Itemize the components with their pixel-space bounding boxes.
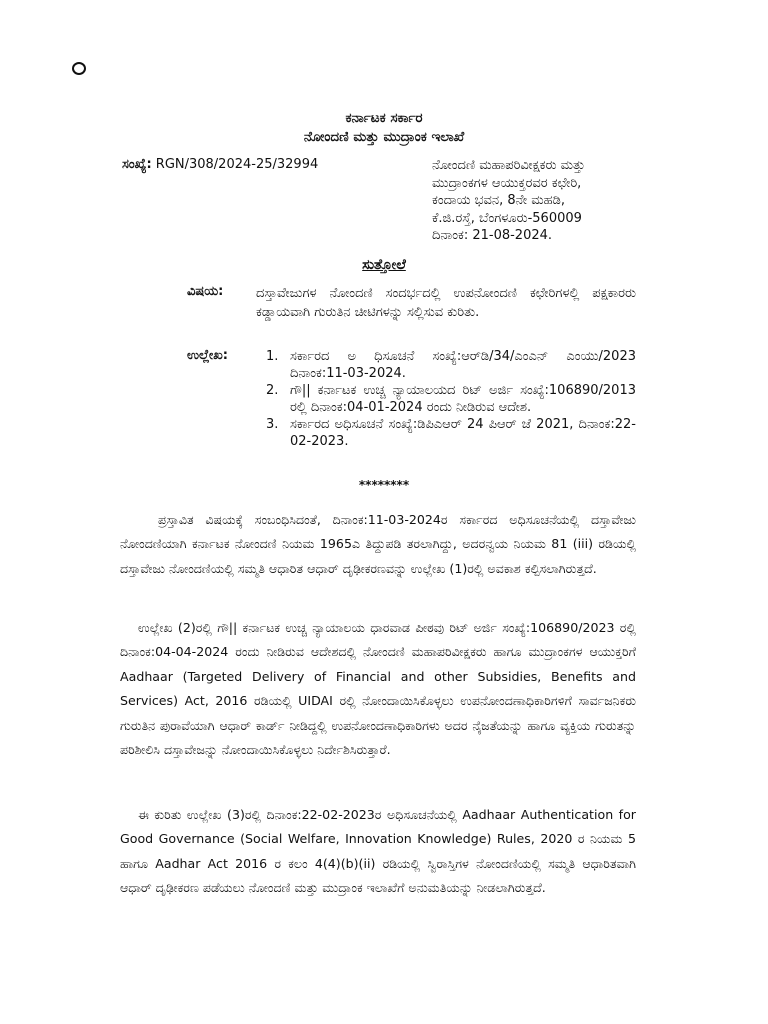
subject-label: ವಿಷಯ: — [187, 284, 224, 299]
reference-item — [266, 416, 636, 450]
body-paragraph-text: ಈ ಕುರಿತು ಉಲ್ಲೇಖ (3)ರಲ್ಲಿ ದಿನಾಂಕ:22-02-2023ರ ಅಧಿಸೂಚನೆಯಲ್ಲಿ Aadhaar Authentication for Good Governance (Social Welfare, Innovation Knowledge) Rules, 2020 ರ ನಿಯಮ 5 ಹಾಗೂ Aadhar Act 2016 ರ ಕಲಂ 4(4)(b)(ii) ರಡಿಯಲ್ಲಿ ಸ್ವಿರಾಸ್ತಿಗಳ ನೋಂದಣಿಯಲ್ಲಿ ಸಮ್ಮತಿ ಆಧಾರಿತವಾಗಿ ಆಧಾರ್ ದೃಢೀಕರಣ ಪಡೆಯಲು ನೋಂದಣಿ ಮತ್ತು ಮುದ್ರಾಂಕ ಇಲಾಖೆಗೆ ಅನುಮತಿಯನ್ನು ನೀಡಲಾಗಿರುತ್ತದೆ. — [120, 807, 636, 896]
reference-item-text: ಗೌ|| ಕರ್ನಾಟಕ ಉಚ್ಚ ನ್ಯಾಯಾಲಯದ ರಿಟ್ ಅರ್ಜಿ ಸಂಖ್ಯೆ:106890/2013 ರಲ್ಲಿ ದಿನಾಂಕ:04-01-2024 ರಂದು ನೀಡಿರುವ ಆದೇಶ. — [290, 383, 636, 415]
body-paragraph-text: ಪ್ರಸ್ತಾವಿತ ವಿಷಯಕ್ಕೆ ಸಂಬಂಧಿಸಿದಂತೆ, ದಿನಾಂಕ:11-03-2024ರ ಸರ್ಕಾರದ ಅಧಿಸೂಚನೆಯಲ್ಲಿ ದಸ್ತಾವೇಜು ನೋಂದಣಿಯಾಗಿ ಕರ್ನಾಟಕ ನೋಂದಣಿ ನಿಯಮ 1965ಎ ತಿದ್ದುಪಡಿ ತರಲಾಗಿದ್ದು, ಅದರನ್ವಯ ನಿಯಮ 81 (iii) ರಡಿಯಲ್ಲಿ ದಸ್ತಾವೇಜು ನೋಂದಣಿಯಲ್ಲಿ ಸಮ್ಮತಿ ಆಧಾರಿತ ಆಧಾರ್ ದೃಢೀಕರಣವನ್ನು ಉಲ್ಲೇಖ (1)ರಲ್ಲಿ ಅವಕಾಶ ಕಲ್ಪಿಸಲಾಗಿರುತ್ತದೆ. — [120, 512, 636, 576]
address-line: ಮುದ್ರಾಂಕಗಳ ಆಯುಕ್ತರವರ ಕಛೇರಿ, — [432, 175, 582, 191]
reference-item-number: 2. — [266, 383, 279, 398]
reference-item-number: 3. — [266, 417, 279, 432]
body-paragraph — [120, 616, 636, 762]
reference-item-text: ಸರ್ಕಾರದ ಅಧಿಸೂಚನೆ ಸಂಖ್ಯೆ:ಡಿಪಿಎಆರ್ 24 ಪಿಆರ್ ಜೆ 2021, ದಿನಾಂಕ:22-02-2023. — [290, 417, 636, 449]
body-paragraph-text: ಉಲ್ಲೇಖ (2)ರಲ್ಲಿ ಗೌ|| ಕರ್ನಾಟಕ ಉಚ್ಚ ನ್ಯಾಯಾಲಯ ಧಾರವಾಡ ಪೀಠವು ರಿಟ್ ಅರ್ಜಿ ಸಂಖ್ಯೆ:106890/2023 ರಲ್ಲಿ ದಿನಾಂಕ:04-04-2024 ರಂದು ನೀಡಿರುವ ಆದೇಶದಲ್ಲಿ ನೋಂದಣಿ ಮಹಾಪರಿವೀಕ್ಷಕರು ಹಾಗೂ ಮುದ್ರಾಂಕಗಳ ಆಯುಕ್ತರಿಗೆ Aadhaar (Targeted Delivery of Financial and other Subsidies, Benefits and Services) Act, 2016 ರಡಿಯಲ್ಲಿ UIDAI ರಲ್ಲಿ ನೋಂದಾಯಿಸಿಕೊಳ್ಳಲು ಉಪನೋಂದಣಾಧಿಕಾರಿಗಳಿಗೆ ಸಾರ್ವಜನಿಕರು ಗುರುತಿನ ಪುರಾವೆಯಾಗಿ ಆಧಾರ್ ಕಾರ್ಡ್ ನೀಡಿದ್ದಲ್ಲಿ ಉಪನೋಂದಣಾಧಿಕಾರಿಗಳು ಅದರ ನೈಜತೆಯನ್ನು ಹಾಗೂ ವ್ಯಕ್ತಿಯ ಗುರುತನ್ನು ಪರಿಶೀಲಿಸಿ ದಸ್ತಾವೇಜನ್ನು ನೋಂದಾಯಿಸಿಕೊಳ್ಳಲು ನಿರ್ದೇಶಿಸಿರುತ್ತಾರೆ. — [120, 620, 636, 758]
references-label: ಉಲ್ಲೇಖ: — [187, 348, 228, 363]
reference-value: RGN/308/2024-25/32994 — [155, 157, 319, 172]
reference-item — [266, 382, 636, 416]
reference-item — [266, 348, 636, 382]
reference-label: ಸಂಖ್ಯೆ: — [122, 157, 152, 172]
references-list — [266, 348, 636, 450]
section-separator: ******** — [358, 478, 410, 492]
subject-text: ದಸ್ತಾವೇಜುಗಳ ನೋಂದಣಿ ಸಂದರ್ಭದಲ್ಲಿ ಉಪನೋಂದಣಿ ಕಛೇರಿಗಳಲ್ಲಿ ಪಕ್ಷಕಾರರು ಕಡ್ಡಾಯವಾಗಿ ಗುರುತಿನ ಚೀಟಿಗಳನ್ನು ಸಲ್ಲಿಸುವ ಕುರಿತು. — [256, 286, 636, 320]
reference-item-number: 1. — [266, 349, 279, 364]
body-paragraph — [120, 508, 636, 581]
circular-title: ಸುತ್ತೋಲೆ — [362, 257, 406, 273]
punch-hole-mark — [72, 62, 86, 75]
department-name: ನೋಂದಣಿ ಮತ್ತು ಮುದ್ರಾಂಕ ಇಲಾಖೆ — [303, 129, 465, 145]
address-date: ದಿನಾಂಕ: 21-08-2024. — [432, 228, 553, 244]
body-paragraph — [120, 803, 636, 901]
reference-item-text: ಸರ್ಕಾರದ ಅ ಧಿಸೂಚನೆ ಸಂಖ್ಯೆ:ಆರ್‌ಡಿ/34/ಎಂಎನ್ ಎಂಯು/2023 ದಿನಾಂಕ:11-03-2024. — [290, 349, 636, 381]
address-line: ನೋಂದಣಿ ಮಹಾಪರಿವೀಕ್ಷಕರು ಮತ್ತು — [432, 158, 586, 173]
address-line: ಕೆ.ಜಿ.ರಸ್ತೆ, ಬೆಂಗಳೂರು-560009 — [432, 210, 582, 226]
office-address — [432, 157, 585, 245]
government-name: ಕರ್ನಾಟಕ ಸರ್ಕಾರ — [345, 110, 423, 126]
address-line: ಕಂದಾಯ ಭವನ, 8ನೇ ಮಹಡಿ, — [432, 193, 565, 209]
reference-number — [122, 157, 318, 172]
